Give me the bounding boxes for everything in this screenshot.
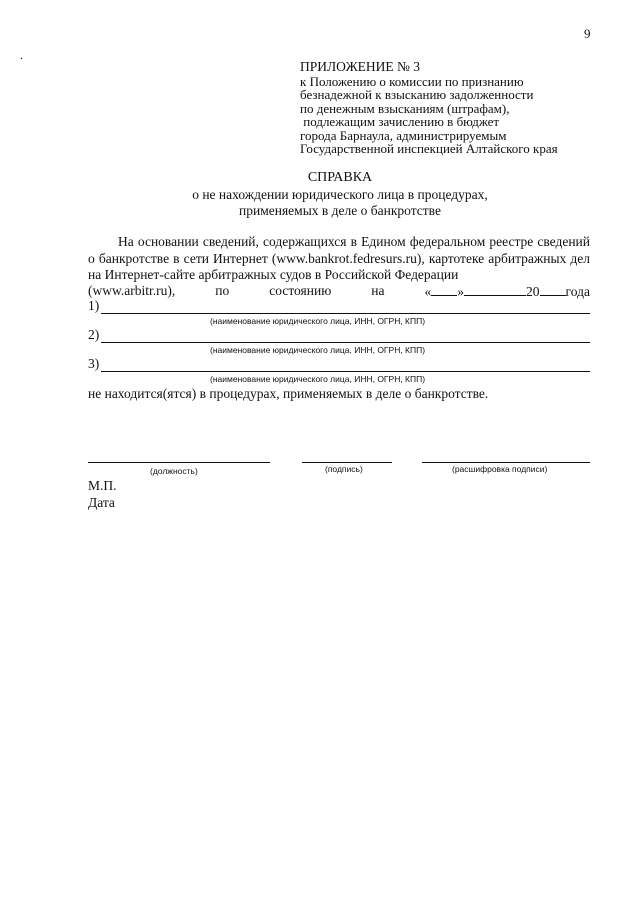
entity-number: 1) <box>88 298 100 313</box>
stamp-block <box>88 478 117 511</box>
month-blank[interactable] <box>464 283 526 296</box>
entity-caption: (наименование юридического лица, ИНН, ОГРН, КПП) <box>210 345 426 355</box>
entity-number: 2) <box>88 327 100 342</box>
entity-input-3[interactable] <box>101 358 590 372</box>
entity-row-1 <box>88 298 590 314</box>
close-quote: » <box>457 284 465 299</box>
year-word: года <box>565 284 590 299</box>
subtitle-line: о не нахождении юридического лица в процедурах, <box>192 187 488 202</box>
stray-mark: . <box>20 48 23 62</box>
open-quote: « <box>424 284 432 299</box>
site-text: (www.arbitr.ru), <box>88 283 176 298</box>
appendix-heading: ПРИЛОЖЕНИЕ № 3 <box>300 59 421 74</box>
po-text: по <box>215 283 230 298</box>
stamp-label: М.П. <box>88 478 117 493</box>
entity-input-2[interactable] <box>101 329 590 343</box>
entity-row-3 <box>88 356 590 372</box>
body-paragraph <box>88 234 590 284</box>
entity-caption: (наименование юридического лица, ИНН, ОГРН, КПП) <box>210 316 426 326</box>
statement-text: не находится(ятся) в процедурах, применяемых в деле о банкротстве. <box>88 386 489 401</box>
appendix-line: Государственной инспекцией Алтайского края <box>300 141 558 156</box>
appendix-line: подлежащим зачислению в бюджет <box>300 114 500 129</box>
entity-input-1[interactable] <box>101 300 590 314</box>
on-text: на <box>371 283 385 298</box>
decoding-caption: (расшифровка подписи) <box>452 464 548 474</box>
day-blank[interactable] <box>431 283 457 296</box>
position-line[interactable] <box>88 462 270 463</box>
entity-row-2 <box>88 327 590 343</box>
entity-caption: (наименование юридического лица, ИНН, ОГРН, КПП) <box>210 374 426 384</box>
date-label: Дата <box>88 494 115 510</box>
document-title: СПРАВКА <box>307 170 373 185</box>
year-prefix: 20 <box>526 284 540 299</box>
state-text: состоянию <box>269 283 332 298</box>
appendix-line: безнадежной к взысканию задолженности <box>300 87 534 102</box>
subtitle-line: применяемых в деле о банкротстве <box>239 203 441 218</box>
appendix-line: к Положению о комиссии по признанию <box>300 73 524 89</box>
appendix-line: города Барнаула, администрируемым <box>300 127 507 143</box>
document-subtitle <box>0 187 640 219</box>
decoding-line[interactable] <box>422 462 590 463</box>
signature-caption: (подпись) <box>325 464 363 474</box>
appendix-header <box>300 60 558 156</box>
signature-line[interactable] <box>302 462 392 463</box>
paragraph-text: На основании сведений, содержащихся в Едином федеральном реестре сведений о банкротстве в сети Интернет (www.bankrot.fedresurs.ru), картотеке арбитражных дел на Интернет-сайте арбитражных судов в Российской Федерации <box>88 234 590 282</box>
position-caption: (должность) <box>150 466 198 476</box>
appendix-line: по денежным взысканиям (штрафам), <box>300 100 510 116</box>
page-number: 9 <box>584 26 591 41</box>
year-blank[interactable] <box>540 283 566 296</box>
entity-number: 3) <box>88 356 100 371</box>
